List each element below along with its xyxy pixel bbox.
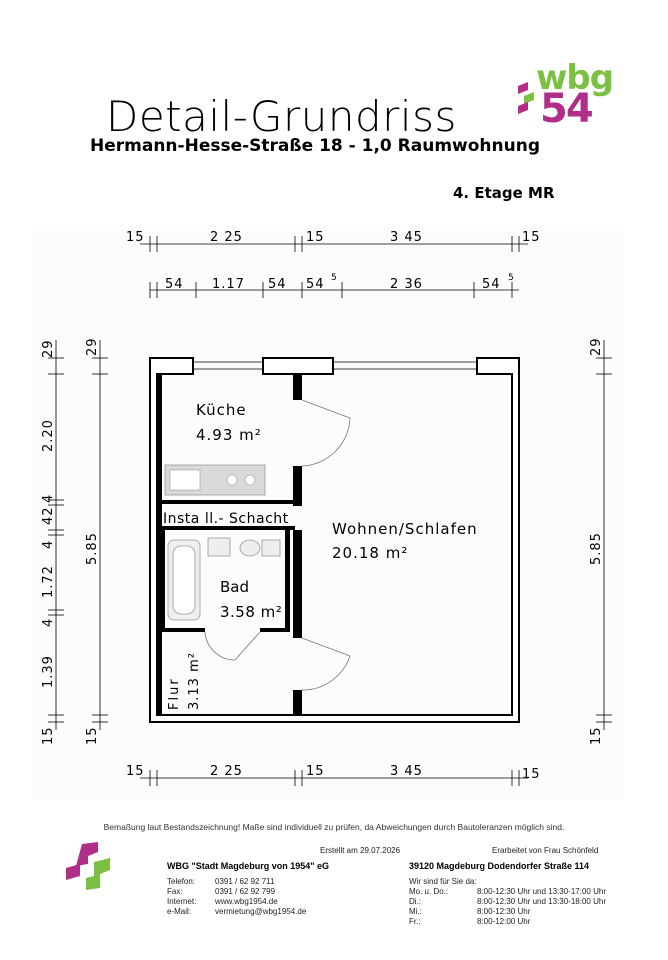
contact-label: Fax: <box>167 887 183 896</box>
dim-bottom-e: 15 <box>522 767 541 782</box>
dim-left-outer-3: 4 <box>41 493 56 503</box>
dim-right-2: 5.85 <box>589 532 604 565</box>
dim-bottom-a: 15 <box>126 764 145 779</box>
hours-value: 8:00-12:00 Uhr <box>477 917 531 926</box>
hours-label: Mi.: <box>409 907 422 916</box>
room-hall-name: Flur <box>167 677 182 710</box>
dim-left-outer-5: 4 <box>41 539 56 549</box>
room-hall-area: 3.13 m² <box>187 652 202 710</box>
contact-value: vermietung@wbg1954.de <box>215 907 307 916</box>
hours-title: Wir sind für Sie da: <box>409 877 477 886</box>
contact-value: 0391 / 62 92 799 <box>215 887 276 896</box>
page-title: Detail-Grundriss <box>106 92 457 141</box>
contact-value: 0391 / 62 92 711 <box>215 877 275 886</box>
contact-label: Internet: <box>167 897 197 906</box>
dim-right-3: 15 <box>589 726 604 745</box>
dim-left-outer-8: 1.39 <box>41 655 56 688</box>
hours-label: Mo. u. Do.: <box>409 887 449 896</box>
dim-left-outer-1: 29 <box>41 339 56 358</box>
contact-value: www.wbg1954.de <box>215 897 278 906</box>
dim-bottom-c: 15 <box>306 764 325 779</box>
hours-value: 8:00-12:30 Uhr und 13:30-18:00 Uhr <box>477 897 606 906</box>
dim-top2-a: 54 <box>165 277 184 292</box>
dim-left-outer-6: 1.72 <box>41 565 56 598</box>
floor-label: 4. Etage MR <box>453 184 555 202</box>
dim-top2-b: 1.17 <box>212 277 245 292</box>
contact-block <box>167 877 306 917</box>
dim-top1-d: 3 45 <box>390 230 423 245</box>
dim-top1-b: 2 25 <box>210 230 243 245</box>
hours-block <box>409 877 606 927</box>
room-kitchen-area: 4.93 m² <box>196 426 262 444</box>
dim-top2-e: 2 36 <box>390 277 423 292</box>
edited-by: Erarbeitet von Frau Schönfeld <box>492 846 599 855</box>
room-living-area: 20.18 m² <box>332 544 409 562</box>
company-name: WBG "Stadt Magdeburg von 1954" eG <box>167 861 330 871</box>
dim-left-outer-9: 15 <box>41 726 56 745</box>
dim-top2-f-sup: 5 <box>508 273 515 283</box>
contact-label: e-Mail: <box>167 907 192 916</box>
contact-label: Telefon: <box>167 877 196 886</box>
room-living-name: Wohnen/Schlafen <box>332 520 478 538</box>
dim-right-1: 29 <box>589 337 604 356</box>
room-kitchen-name: Küche <box>196 401 247 419</box>
dim-top1-e: 15 <box>522 230 541 245</box>
dim-top2-c: 54 <box>268 277 287 292</box>
kitchen-counter <box>165 465 265 495</box>
created-date: Erstellt am 29.07.2026 <box>320 846 401 855</box>
dim-left-outer-2: 2.20 <box>41 419 56 452</box>
room-bath-name: Bad <box>220 578 250 596</box>
dim-left-outer-7: 4 <box>41 617 56 627</box>
dim-bottom-d: 3 45 <box>390 764 423 779</box>
dim-left-outer-4: 42 <box>41 506 56 525</box>
dim-top1-a: 15 <box>126 230 145 245</box>
disclaimer-note: Bemaßung laut Bestandszeichnung! Maße sind individuell zu prüfen, da Abweichungen durch Bautoleranzen möglich sind. <box>103 822 565 832</box>
room-bath-area: 3.58 m² <box>220 603 283 621</box>
logo-text-54: 54 <box>540 86 592 132</box>
hours-label: Di.: <box>409 897 421 906</box>
dim-top2-d: 54 <box>306 277 325 292</box>
page-subtitle: Hermann-Hesse-Straße 18 - 1,0 Raumwohnung <box>90 136 540 156</box>
dim-left-inner-1: 29 <box>85 337 100 356</box>
room-shaft-name: Insta ll.- Schacht <box>163 511 289 527</box>
logo-text-wbg: wbg <box>536 58 614 98</box>
hours-label: Fr.: <box>409 917 421 926</box>
dim-top2-f: 54 <box>482 277 501 292</box>
dim-left-inner-3: 15 <box>85 726 100 745</box>
plan-background <box>32 225 624 800</box>
dim-top2-d-sup: 5 <box>331 273 338 283</box>
dim-top1-c: 15 <box>306 230 325 245</box>
company-address: 39120 Magdeburg Dodendorfer Straße 114 <box>409 861 590 871</box>
hours-value: 8:00-12:30 Uhr <box>477 907 531 916</box>
hours-value: 8:00-12:30 Uhr und 13:30-17:00 Uhr <box>477 887 606 896</box>
dim-left-inner-2: 5.85 <box>85 532 100 565</box>
dim-bottom-b: 2 25 <box>210 764 243 779</box>
footer-logo-icon <box>64 842 124 892</box>
